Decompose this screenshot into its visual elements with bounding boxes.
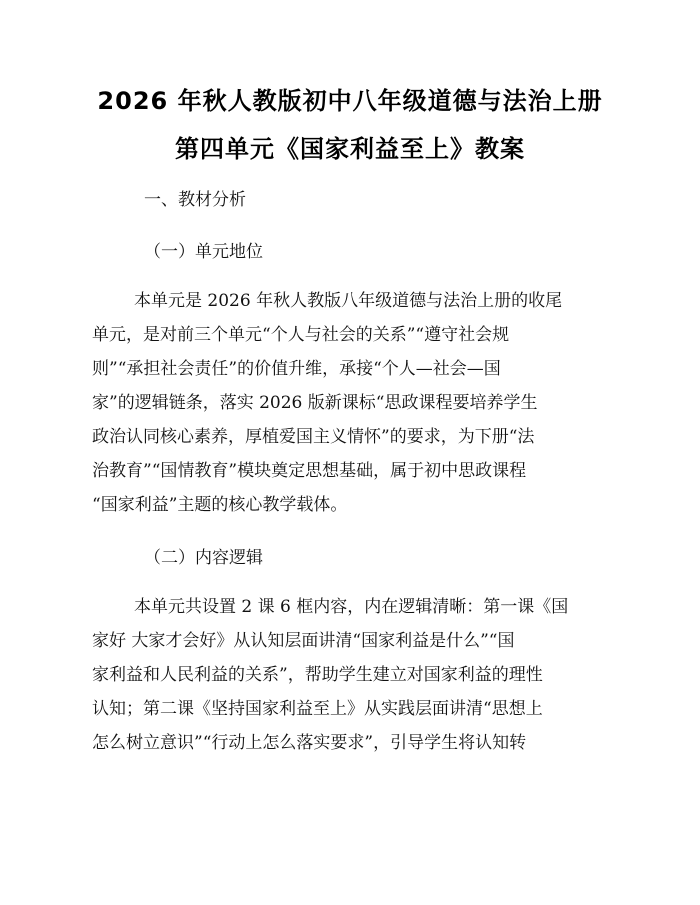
paragraph-line: 治教育”“国情教育”模块奠定思想基础，属于初中思政课程 — [92, 461, 527, 481]
paragraph-line: 本单元是 2026 年秋人教版八年级道德与法治上册的收尾 — [134, 291, 563, 311]
paragraph-line: 政治认同核心素养，厚植爱国主义情怀”的要求，为下册“法 — [92, 427, 535, 447]
paragraph-line: 则”“承担社会责任”的价值升维，承接“个人—社会—国 — [92, 359, 501, 379]
subsection-heading-content-logic: （二）内容逻辑 — [144, 548, 263, 568]
subsection-heading-unit-position: （一）单元地位 — [144, 242, 263, 262]
paragraph-line: 认知；第二课《坚持国家利益至上》从实践层面讲清“思想上 — [92, 699, 543, 719]
paragraph-line: 家好 大家才会好》从认知层面讲清“国家利益是什么”“国 — [92, 631, 515, 651]
paragraph-line: 家利益和人民利益的关系”，帮助学生建立对国家利益的理性 — [92, 665, 543, 685]
paragraph-line: 单元，是对前三个单元“个人与社会的关系”“遵守社会规 — [92, 325, 510, 345]
paragraph-line: 本单元共设置 2 课 6 框内容，内在逻辑清晰：第一课《国 — [134, 597, 569, 617]
document-title-line-1: 2026 年秋人教版初中八年级道德与法治上册 — [97, 87, 603, 115]
document-title-line-2: 第四单元《国家利益至上》教案 — [175, 135, 525, 163]
paragraph-line: 怎么树立意识”“行动上怎么落实要求”，引导学生将认知转 — [92, 733, 527, 753]
section-heading-textbook-analysis: 一、教材分析 — [144, 190, 246, 210]
paragraph-line: “国家利益”主题的核心教学载体。 — [92, 495, 348, 515]
paragraph-line: 家”的逻辑链条，落实 2026 版新课标“思政课程要培养学生 — [92, 393, 538, 413]
